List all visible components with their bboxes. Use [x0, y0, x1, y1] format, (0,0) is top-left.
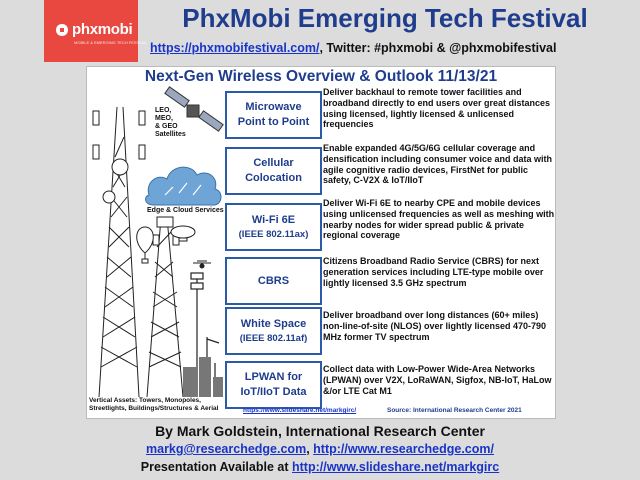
- category-sub: Point to Point: [237, 116, 310, 128]
- logo-wordmark: phxmobi: [72, 21, 133, 38]
- category-sub: (IEEE 802.11ax): [238, 228, 309, 240]
- category-cbrs: [225, 257, 322, 305]
- phxmobi-logo: [44, 0, 148, 62]
- cloud-label: Edge & Cloud Services: [147, 207, 224, 214]
- twitter-handles: , Twitter: #phxmobi & @phxmobifestival: [319, 41, 557, 55]
- panel-title: Next-Gen Wireless Overview & Outlook 11/13/21: [144, 68, 498, 85]
- website-link[interactable]: http://www.researchedge.com/: [313, 442, 494, 456]
- slideshare-link[interactable]: https://www.slideshare.net/markgirc/: [243, 407, 357, 414]
- email-link[interactable]: markg@researchedge.com: [146, 442, 307, 456]
- category-microwave: [225, 91, 322, 139]
- description-cbrs: Citizens Broadband Radio Service (CBRS) for next generation services including LTE-type mobile over lightly licensed 3.5 GHz spectrum: [323, 256, 544, 288]
- category-name: Wi-Fi 6E: [251, 213, 296, 226]
- description-lpwan: Collect data with Low-Power Wide-Area Networks (LPWAN) over V2X, LoRaWAN, Sigfox, NB-IoT, HaLow &/or LTE Cat M1: [323, 364, 552, 396]
- description-microwave: Deliver backhaul to remote tower facilities and broadband directly to end users over great distances using licensed, lightly licensed & unlicensed frequencies: [323, 87, 551, 130]
- description-cellular: Enable expanded 4G/5G/6G cellular coverage and densification including consumer voice and data with agile cognitive radio devices, FirstNet for public safety, C-V2X & IoT/IIoT: [323, 143, 553, 186]
- presentation-prefix: Presentation Available at: [140, 460, 292, 474]
- drone-icon: [193, 261, 211, 268]
- category-cellular: [225, 147, 322, 195]
- category-sub: Colocation: [245, 172, 302, 184]
- festival-link[interactable]: https://phxmobifestival.com/: [150, 41, 320, 55]
- source-credit: Source: International Research Center 2021: [387, 407, 522, 414]
- balloon-icon: [137, 227, 154, 263]
- page-title: PhxMobi Emerging Tech Festival: [182, 3, 588, 33]
- category-name: LPWAN for: [244, 371, 303, 383]
- presentation-line: [0, 460, 640, 474]
- vertical-assets-caption: Vertical Assets: Towers, Monopoles, Streetlights, Buildings/Structures & Aerial: [89, 397, 219, 412]
- wireless-overview-panel: [86, 66, 556, 419]
- header-subline: [150, 41, 634, 55]
- category-wifi-6e: [225, 203, 322, 251]
- contact-line: [0, 442, 640, 456]
- category-name: Microwave: [245, 101, 302, 113]
- separator: ,: [306, 442, 314, 456]
- presentation-link[interactable]: http://www.slideshare.net/markgirc: [291, 460, 500, 474]
- satellite-label: LEO, MEO, & GEO Satellites: [155, 107, 186, 138]
- category-sub: IoT/IIoT Data: [240, 386, 307, 398]
- phoenix-icon: [54, 22, 70, 38]
- category-name: CBRS: [257, 274, 290, 287]
- cloud-icon: [146, 167, 221, 205]
- description-wifi-6e: Deliver Wi-Fi 6E to nearby CPE and mobile devices using unlicensed frequencies as well as meshing with nearby nodes for wider spread public & private regional coverage: [323, 198, 555, 241]
- category-lpwan: [225, 361, 322, 409]
- category-white-space: [225, 307, 322, 355]
- description-white-space: Deliver broadband over long distances (60+ miles) non-line-of-site (NLOS) over lightly licensed 470-790 MHz former TV spectrum: [323, 310, 547, 342]
- category-name: Cellular: [253, 157, 294, 169]
- buildings-icon: [183, 357, 223, 397]
- author-byline: By Mark Goldstein, International Research Center: [155, 423, 485, 439]
- lattice-tower-icon: [93, 107, 145, 397]
- logo-tagline: MOBILE & EMERGING TECH FESTIVAL: [74, 40, 148, 45]
- category-sub: (IEEE 802.11af): [239, 332, 308, 344]
- category-name: White Space: [240, 317, 307, 330]
